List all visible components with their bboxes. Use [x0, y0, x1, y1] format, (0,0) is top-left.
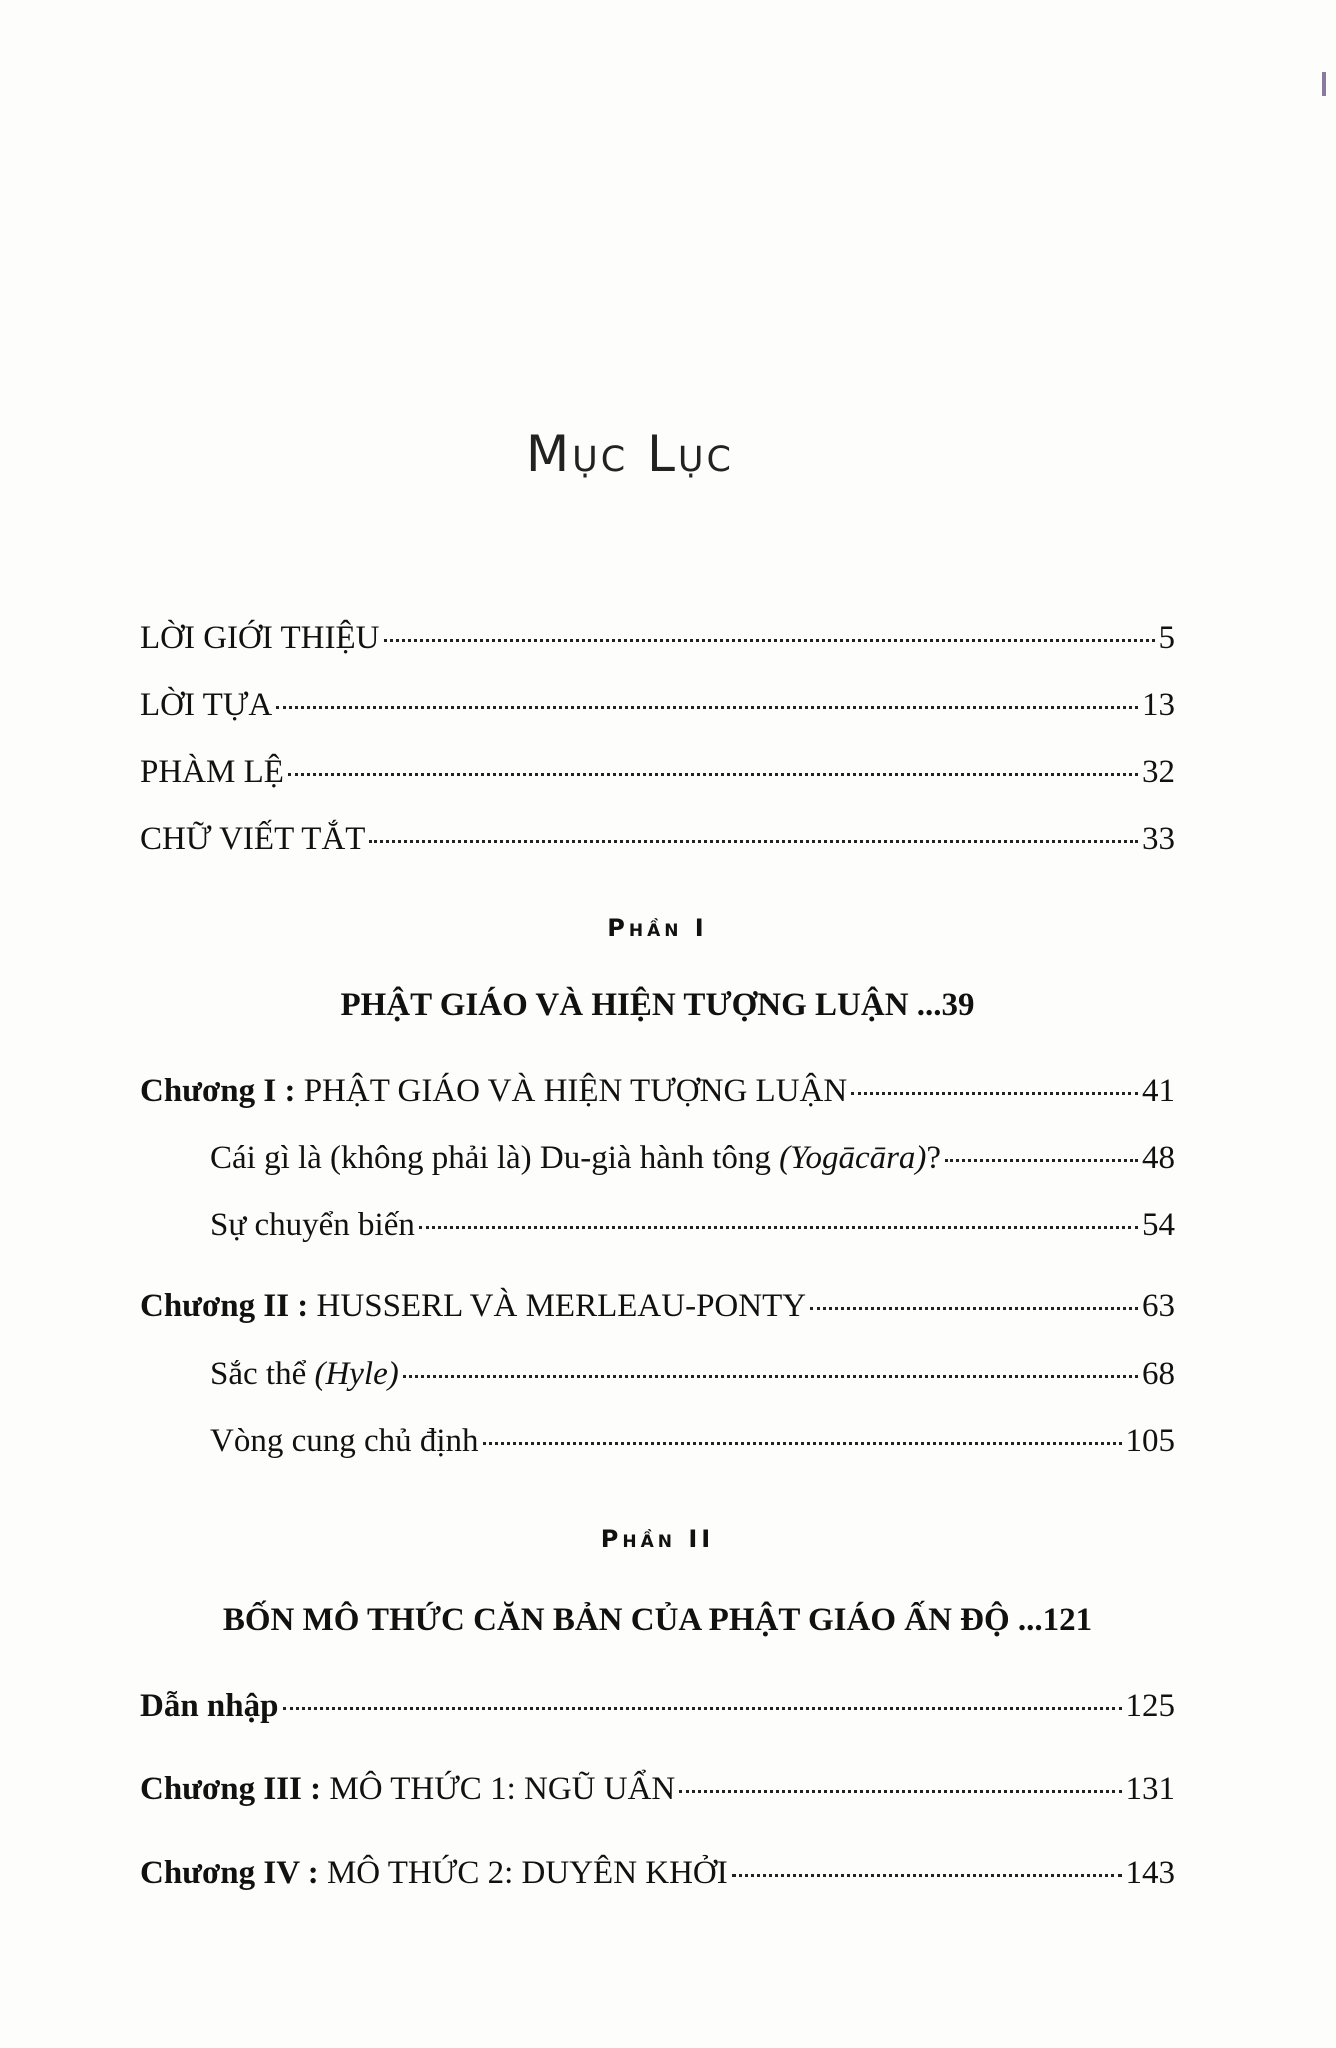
- toc-entry-label: [140, 1686, 279, 1726]
- dot-leader: [419, 1198, 1138, 1229]
- chapter-title: MÔ THỨC 1: NGŨ UẨN: [329, 1771, 676, 1807]
- dot-leader: [483, 1414, 1122, 1445]
- part-label: Phần I: [607, 914, 708, 942]
- toc-section-label: Sự chuyển biến: [210, 1207, 415, 1243]
- toc-chapter-entry[interactable]: [140, 1285, 1175, 1326]
- section-italic-term: (Yogācāra): [779, 1140, 927, 1176]
- toc-entry[interactable]: [140, 617, 1175, 658]
- toc-chapter-entry[interactable]: [140, 1768, 1175, 1809]
- dot-leader: [403, 1347, 1138, 1378]
- toc-page-number: 125: [1125, 1688, 1175, 1724]
- toc-entry-label: PHÀM LỆ: [140, 754, 284, 790]
- toc-chapter-entry[interactable]: [140, 1070, 1175, 1111]
- section-italic-term: (Hyle): [314, 1356, 399, 1392]
- part-title[interactable]: PHẬT GIÁO VÀ HIỆN TƯỢNG LUẬN ...39: [340, 987, 975, 1023]
- chapter-prefix: Chương IV :: [140, 1855, 319, 1891]
- section-trailing: ?: [926, 1140, 942, 1176]
- toc-section-entry[interactable]: [210, 1420, 1175, 1461]
- toc-entry[interactable]: [140, 1685, 1175, 1726]
- toc-chapter-label: [140, 1769, 675, 1809]
- chapter-prefix: Chương II :: [140, 1288, 309, 1324]
- dot-leader: [276, 678, 1138, 709]
- toc-page-number: 5: [1158, 620, 1175, 656]
- dot-leader: [945, 1131, 1138, 1162]
- toc-page-number: 41: [1142, 1073, 1175, 1109]
- page-edge-mark: [1322, 72, 1326, 96]
- toc-entry[interactable]: [140, 818, 1175, 859]
- toc-entry-label: CHỮ VIẾT TẮT: [140, 821, 366, 857]
- toc-section-entry[interactable]: [210, 1137, 1175, 1178]
- toc-section-entry[interactable]: [210, 1353, 1175, 1394]
- chapter-title: MÔ THỨC 2: DUYÊN KHỞI: [326, 1855, 728, 1891]
- toc-page-number: 63: [1142, 1288, 1175, 1324]
- chapter-prefix: Chương III :: [140, 1771, 322, 1807]
- toc-section-label: [210, 1354, 399, 1394]
- dot-leader: [810, 1279, 1138, 1310]
- part-title[interactable]: BỐN MÔ THỨC CĂN BẢN CỦA PHẬT GIÁO ẤN ĐỘ ...121: [222, 1602, 1093, 1638]
- toc-page-number: 105: [1125, 1423, 1175, 1459]
- toc-page-number: 33: [1142, 821, 1175, 857]
- dot-leader: [851, 1064, 1138, 1095]
- intro-label: Dẫn nhập: [140, 1688, 279, 1724]
- toc-chapter-entry[interactable]: [140, 1852, 1175, 1893]
- toc-page-number: 143: [1125, 1855, 1175, 1891]
- toc-entry-label: LỜI GIỚI THIỆU: [140, 620, 380, 656]
- section-text: Sắc thể: [210, 1356, 315, 1392]
- toc-entry[interactable]: [140, 751, 1175, 792]
- toc-chapter-label: [140, 1071, 847, 1111]
- toc-page-number: 54: [1142, 1207, 1175, 1243]
- toc-entry-label: LỜI TỰA: [140, 687, 273, 723]
- toc-section-label: [210, 1138, 941, 1178]
- toc-chapter-label: [140, 1286, 806, 1326]
- chapter-title: HUSSERL VÀ MERLEAU-PONTY: [316, 1288, 807, 1324]
- chapter-title: PHẬT GIÁO VÀ HIỆN TƯỢNG LUẬN: [303, 1073, 848, 1109]
- dot-leader: [679, 1762, 1121, 1793]
- dot-leader: [384, 611, 1155, 642]
- dot-leader: [732, 1846, 1122, 1877]
- toc-page-number: 131: [1125, 1771, 1175, 1807]
- dot-leader: [283, 1679, 1122, 1710]
- toc-page-number: 68: [1142, 1356, 1175, 1392]
- section-text: Cái gì là (không phải là) Du-già hành tông: [210, 1140, 780, 1176]
- toc-entry[interactable]: [140, 684, 1175, 725]
- toc-chapter-label: [140, 1853, 728, 1893]
- part-label: Phần II: [600, 1525, 715, 1553]
- page-title: Mục Lục: [525, 425, 734, 483]
- toc-page-number: 48: [1142, 1140, 1175, 1176]
- dot-leader: [369, 812, 1138, 843]
- toc-page-number: 32: [1142, 754, 1175, 790]
- toc-page-number: 13: [1142, 687, 1175, 723]
- toc-section-entry[interactable]: [210, 1204, 1175, 1245]
- toc-section-label: Vòng cung chủ định: [210, 1423, 479, 1459]
- dot-leader: [288, 745, 1138, 776]
- chapter-prefix: Chương I :: [140, 1073, 296, 1109]
